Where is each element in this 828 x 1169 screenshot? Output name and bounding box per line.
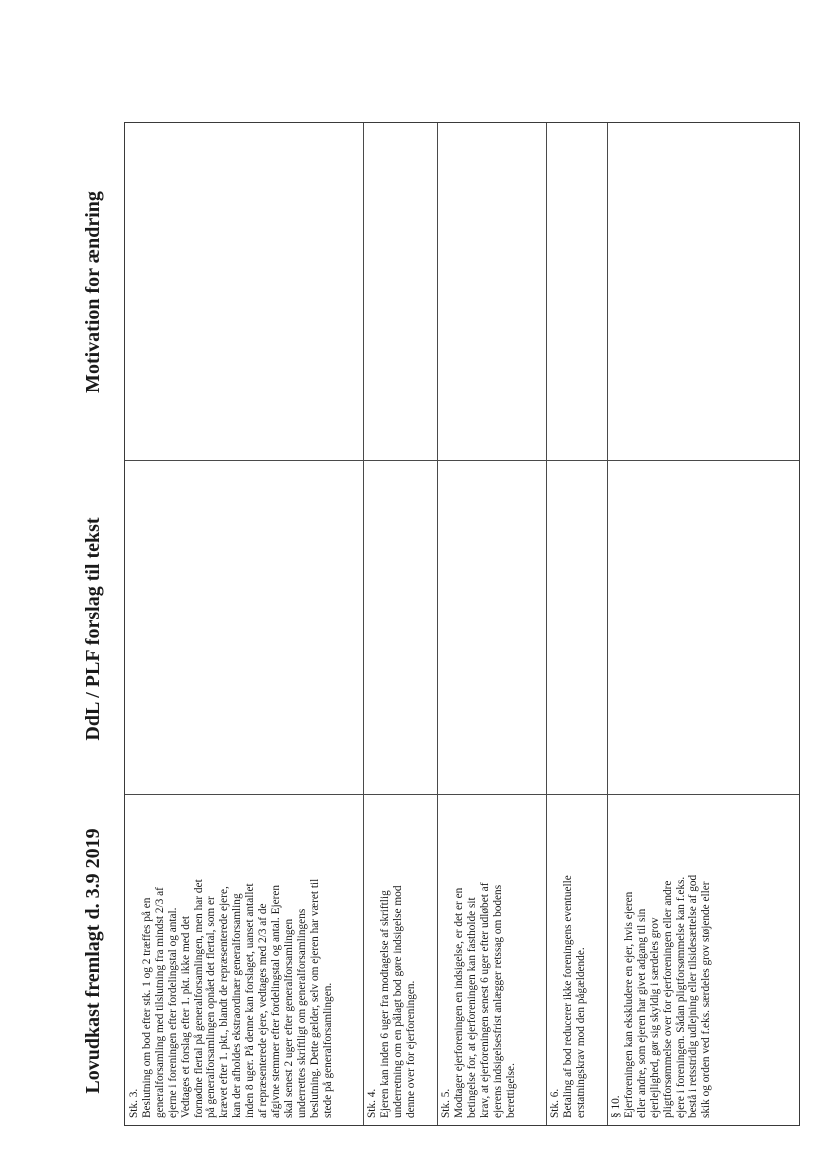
text-line: betingelse for, at ejerforeningen kan fastholde sit [465, 897, 478, 1118]
text-line: pligtforsømmelse over for ejerforeningen eller andre [661, 880, 674, 1118]
column-title-proposal: DdL / PLF forslag til tekst [82, 517, 104, 741]
law-text-stk3 [125, 795, 363, 1125]
text-line: Ejeren kan inden 6 uger fra modtagelse af skriftlig [378, 890, 391, 1118]
text-line: ejerlejlighed, gør sig skyldig i særdeles grov [648, 917, 661, 1118]
text-line: krævet efter 1. pkt., blandt de repræsenterede ejere, [218, 886, 231, 1118]
text-line: Betaling af bod reducerer ikke foreningens eventuelle [561, 875, 574, 1118]
column-divider [125, 460, 799, 461]
text-line: erstatningskrav mod den pågældende. [574, 947, 587, 1118]
text-line: stede på generalforsamlingen. [321, 982, 334, 1118]
text-line: ejerne i foreningen efter fordelingstal og antal. [166, 907, 179, 1118]
text-line: Beslutning om bod efter stk. 1 og 2 træffes på en [140, 897, 153, 1118]
text-line: skal senest 2 uger efter generalforsamlingen [282, 918, 295, 1118]
text-line: beslutning. Dette gælder, selv om ejeren har været til [308, 878, 321, 1118]
law-text-section-10 [607, 795, 801, 1125]
text-line: denne over for ejerforeningen. [404, 980, 417, 1118]
text-line: ejere i foreningen. Sådan pligtforsømmelse kan f.eks. [674, 876, 687, 1118]
column-title-motivation: Motivation for ændring [82, 191, 104, 393]
text-line: af repræsenterede ejere, vedtages med 2/3 af de [257, 903, 270, 1118]
law-text-stk4 [363, 795, 437, 1125]
text-line: fornødne flertal på generalforsamlingen, men har det [192, 879, 205, 1118]
text-line: afgivne stemmer efter fordelingstal og antal. Ejeren [269, 884, 282, 1118]
text-line: generalforsamling med tilslutning fra mindst 2/3 af [153, 887, 166, 1118]
text-line: underrettes skriftligt om generalforsamlingens [295, 908, 308, 1118]
text-line: Stk. 5. [440, 1088, 452, 1118]
comparison-table [124, 122, 800, 1126]
text-line: § 10. [610, 1095, 622, 1118]
text-line: kan der afholdes ekstraordinær generalforsamling [231, 893, 244, 1118]
law-text-stk5 [437, 795, 546, 1125]
text-line: skik og orden ved f.eks. særdeles grov støjende eller [700, 881, 713, 1118]
text-line: Stk. 3. [128, 1088, 140, 1118]
text-line: på generalforsamlingen opnået det flertal, som er [205, 896, 218, 1118]
text-line: krav, at ejerforeningen senest 6 uger efter udløbet af [478, 882, 491, 1118]
text-line: Stk. 4. [366, 1088, 378, 1118]
text-line: bestå i retsstridig udlejning eller tilsidesættelse af god [687, 874, 700, 1118]
text-line: Ejerforeningen kan ekskludere en ejer, hvis ejeren [622, 891, 635, 1118]
text-line: Vedtages et forslag efter 1. pkt. ikke med det [179, 915, 192, 1118]
table-header [62, 122, 124, 1126]
rotated-document-page [62, 122, 800, 1126]
text-line: berettigelse. [504, 1063, 517, 1118]
text-line: eller andre, som ejeren har givet adgang til sin [635, 908, 648, 1118]
text-line: inden 8 uger. På denne kan forslaget, uanset antallet [244, 883, 257, 1118]
text-line: Modtager ejerforeningen en indsigelse, er det er en [452, 887, 465, 1118]
text-line: underretning om en pålagt bod gøre indsigelse mod [391, 885, 404, 1118]
text-line: Stk. 6. [549, 1088, 561, 1118]
text-line: ejerens indsigelsesfrist anlægger retssag om bodens [491, 884, 504, 1118]
law-text-stk6 [546, 795, 607, 1125]
column-title-law-draft: Lovudkast fremlagt d. 3.9 2019 [82, 828, 104, 1094]
